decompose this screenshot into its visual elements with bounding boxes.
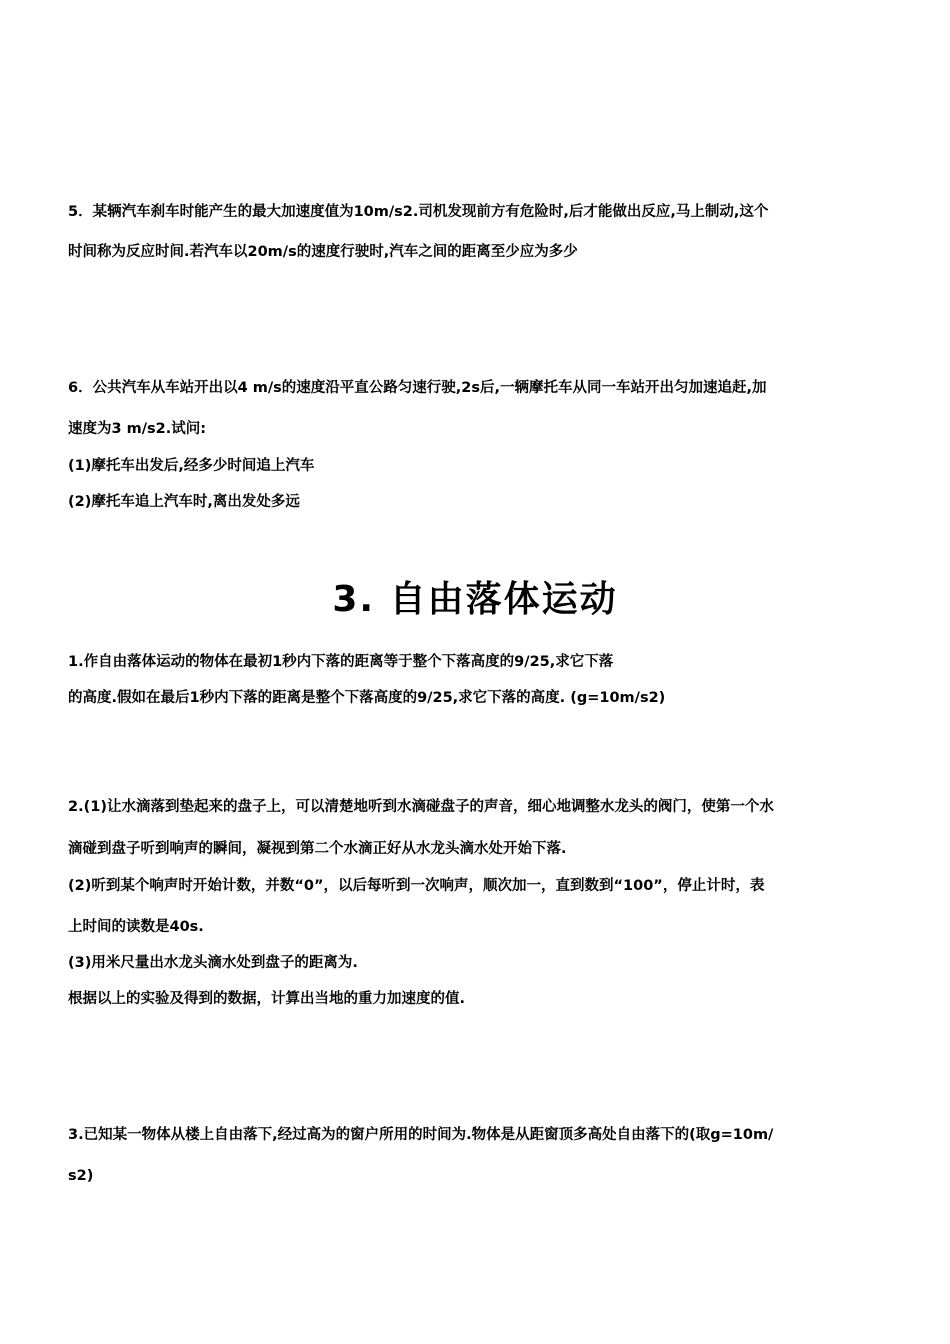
section3-question-2-line-4: 上时间的读数是40s. [68,919,204,935]
section3-question-2-line-5: (3)用米尺量出水龙头滴水处到盘子的距离为. [68,955,358,971]
question-5-line-1: 5．某辆汽车刹车时能产生的最大加速度值为10m/s2.司机发现前方有危险时,后才能做出反应,马上制动,这个 [68,204,769,220]
section3-question-1-line-2: 的高度.假如在最后1秒内下落的距离是整个下落高度的9/25,求它下落的高度. (g=10m/s2) [68,690,666,706]
question-6-sub-2: (2)摩托车追上汽车时,离出发处多远 [68,494,300,510]
question-6-line-2: 速度为3 m/s2.试问: [68,421,207,437]
question-6-line-1: 6．公共汽车从车站开出以4 m/s的速度沿平直公路匀速行驶,2s后,一辆摩托车从同一车站开出匀加速追赶,加 [68,380,767,396]
section3-question-2-line-6: 根据以上的实验及得到的数据，计算出当地的重力加速度的值. [68,991,466,1007]
section3-question-3-line-1: 3.已知某一物体从楼上自由落下,经过高为的窗户所用的时间为.物体是从距窗顶多高处自由落下的(取g=10m/ [68,1127,774,1143]
section3-question-3-line-2: s2) [68,1168,94,1184]
section3-question-1-line-1: 1.作自由落体运动的物体在最初1秒内下落的距离等于整个下落高度的9/25,求它下落 [68,654,614,670]
question-6-sub-1: (1)摩托车出发后,经多少时间追上汽车 [68,458,315,474]
question-5-line-2: 时间称为反应时间.若汽车以20m/s的速度行驶时,汽车之间的距离至少应为多少 [68,244,578,260]
section3-question-2-line-3: (2)听到某个响声时开始计数，并数“0”，以后每听到一次响声，顺次加一，直到数到“100”，停止计时，表 [68,878,765,894]
section3-question-2-line-1: 2.(1)让水滴落到垫起来的盘子上，可以清楚地听到水滴碰盘子的声音，细心地调整水龙头的阀门，使第一个水 [68,799,774,815]
section-title: 3. 自由落体运动 [332,579,618,620]
section3-question-2-line-2: 滴碰到盘子听到响声的瞬间，凝视到第二个水滴正好从水龙头滴水处开始下落. [68,841,567,857]
